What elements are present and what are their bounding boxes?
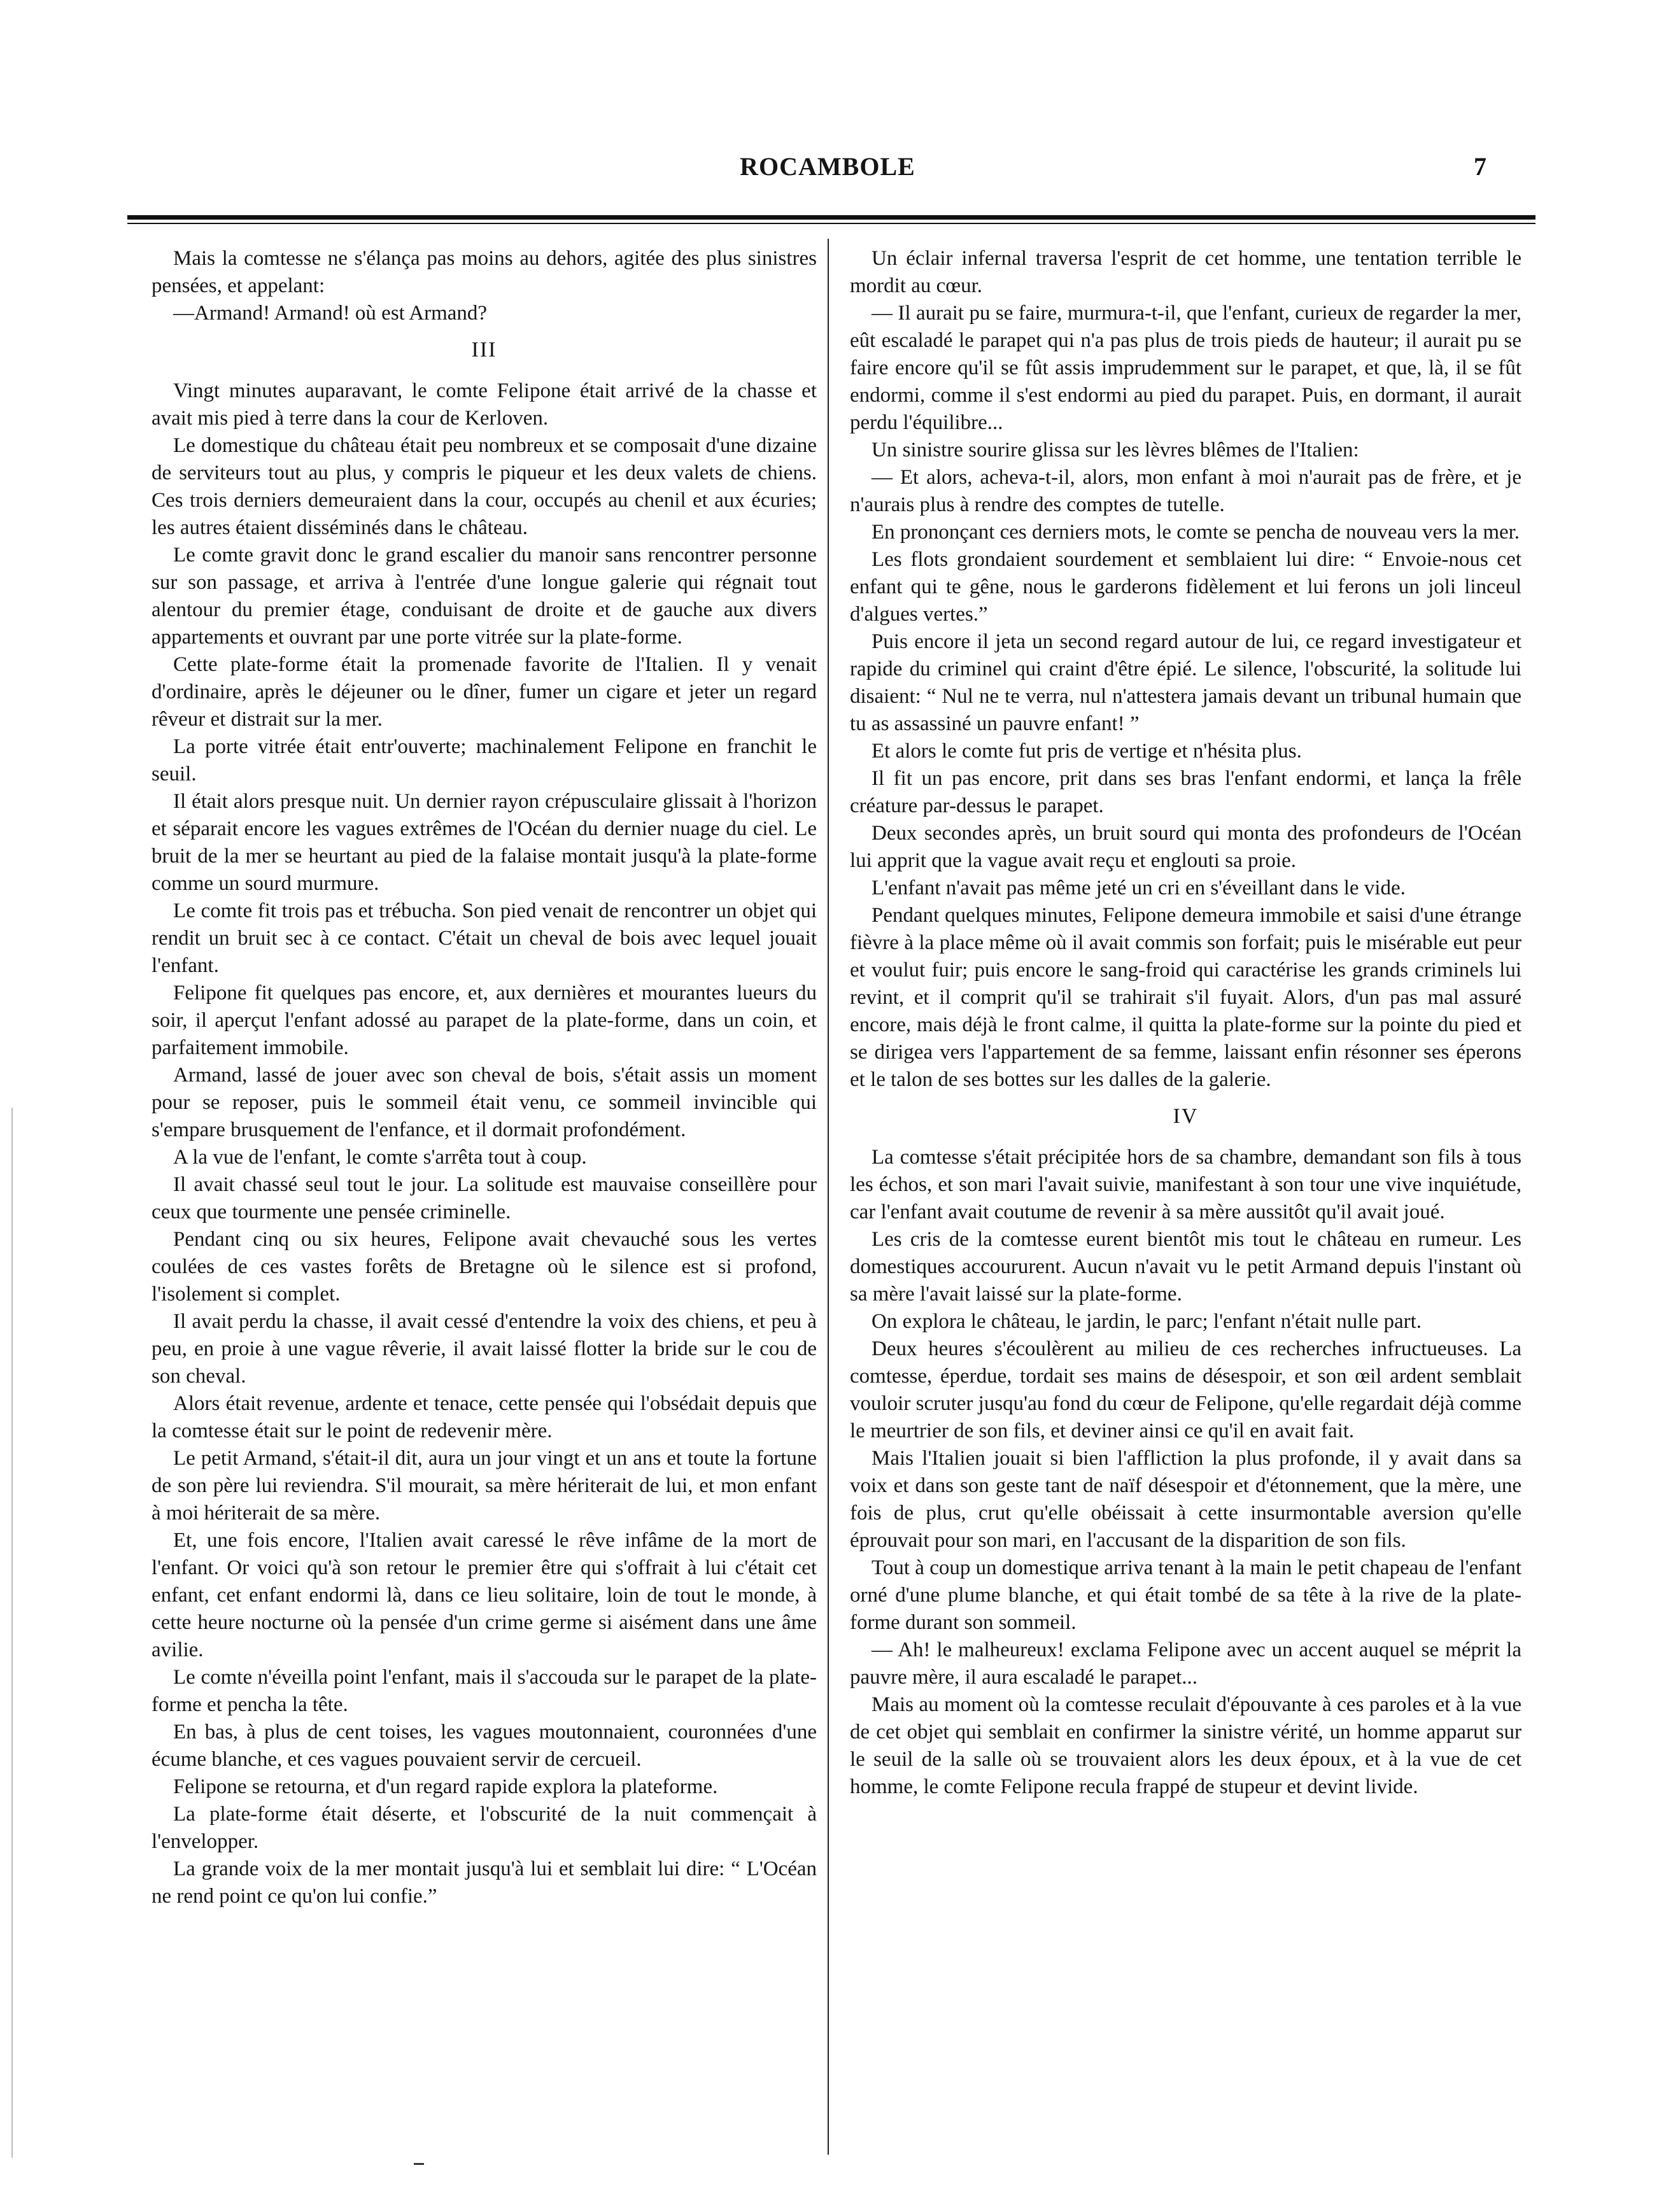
paragraph: L'enfant n'avait pas même jeté un cri en s'éveillant dans le vide. xyxy=(872,877,1406,899)
paragraph: —Armand! Armand! où est Armand? xyxy=(173,302,488,325)
paragraph: La grande voix de la mer montait jusqu'à lui et semblait lui dire: “ L'Océan ne rend point ce qu'on lui confie.” xyxy=(152,1857,817,1908)
paragraph: Les cris de la comtesse eurent bientôt mis tout le château en rumeur. Les domestiques accoururent. Aucun n'avait vu le petit Armand depuis l'instant où sa mère l'avait laissé sur la plate-forme. xyxy=(850,1228,1521,1306)
paragraph: Et alors le comte fut pris de vertige et n'hésita plus. xyxy=(872,740,1302,763)
paragraph: Les flots grondaient sourdement et semblaient lui dire: “ Envoie-nous cet enfant qui te gêne, nous le garderons fidèlement et lui ferons un joli linceul d'algues vertes.” xyxy=(850,548,1521,626)
paragraph: La plate-forme était déserte, et l'obscurité de la nuit commençait à l'envelopper. xyxy=(152,1803,817,1853)
paragraph: La comtesse s'était précipitée hors de sa chambre, demandant son fils à tous les échos, et son mari l'avait suivie, manifestant à son tour une vive inquiétude, car l'enfant avait coutume de revenir à sa mère aussitôt qu'il avait joué. xyxy=(850,1146,1521,1223)
paragraph: En prononçant ces derniers mots, le comte se pencha de nouveau vers la mer. xyxy=(872,521,1520,544)
left-column xyxy=(152,245,817,1910)
section-heading-iv: IV xyxy=(1173,1104,1199,1128)
page-number: 7 xyxy=(1474,152,1486,181)
paragraph: — Et alors, acheva-t-il, alors, mon enfant à moi n'aurait pas de frère, et je n'aurais plus à rendre des comptes de tutelle. xyxy=(850,466,1521,516)
paragraph: Pendant cinq ou six heures, Felipone avait chevauché sous les vertes coulées de ces vastes forêts de Bretagne où le silence est si profond, l'isolement si complet. xyxy=(152,1228,817,1306)
paragraph: Cette plate-forme était la promenade favorite de l'Italien. Il y venait d'ordinaire, après le déjeuner ou le dîner, fumer un cigare et jeter un regard rêveur et distrait sur la mer. xyxy=(152,653,817,731)
paragraph: Le comte fit trois pas et trébucha. Son pied venait de rencontrer un objet qui rendit un bruit sec à ce contact. C'était un cheval de bois avec lequel jouait l'enfant. xyxy=(152,899,817,977)
paragraph: On explora le château, le jardin, le parc; l'enfant n'était nulle part. xyxy=(872,1310,1422,1333)
section-heading-iii: III xyxy=(471,338,497,362)
paragraph: Le petit Armand, s'était-il dit, aura un jour vingt et un ans et toute la fortune de son père lui reviendra. S'il mourait, sa mère hériterait de lui, et mon enfant à moi hériterait de sa mère. xyxy=(152,1447,817,1525)
paragraph: Armand, lassé de jouer avec son cheval de bois, s'était assis un moment pour se reposer, puis le sommeil était venu, ce sommeil invincible qui s'empare brusquement de l'enfance, et il dormait profondément. xyxy=(152,1064,817,1141)
paragraph: Pendant quelques minutes, Felipone demeura immobile et saisi d'une étrange fièvre à la place même où il avait commis son forfait; puis le misérable eut peur et voulut fuir; puis encore le sang-froid qui caractérise les grands criminels lui revint, et il comprit qu'il se trahirait s'il fuyait. Alors, d'un pas mal assuré encore, mais déjà le front calme, il quitta la plate-forme sur la pointe du pied et se dirigea vers l'appartement de sa femme, laissant enfin résonner ses éperons et le talon de ses bottes sur les dalles de la galerie. xyxy=(850,904,1521,1091)
left-margin-scan-line xyxy=(11,1108,13,2158)
column-divider xyxy=(828,239,829,2155)
paragraph: Mais au moment où la comtesse reculait d'épouvante à ces paroles et à la vue de cet objet qui semblait en confirmer la sinistre vérité, un homme apparut sur le seuil de la salle où se trouvaient alors les deux époux, et à la vue de cet homme, le comte Felipone recula frappé de stupeur et devint livide. xyxy=(850,1693,1521,1798)
paragraph: A la vue de l'enfant, le comte s'arrêta tout à coup. xyxy=(173,1146,587,1169)
paragraph: Le domestique du château était peu nombreux et se composait d'une dizaine de serviteurs tout au plus, y compris le piqueur et les deux valets de chiens. Ces trois derniers demeuraient dans la cour, occupés au chenil et aux écuries; les autres étaient disséminés dans le château. xyxy=(152,434,817,539)
header-rule-thin xyxy=(127,223,1535,224)
paragraph: Un éclair infernal traversa l'esprit de cet homme, une tentation terrible le mordit au cœur. xyxy=(850,247,1521,297)
paragraph: Il était alors presque nuit. Un dernier rayon crépusculaire glissait à l'horizon et séparait encore les vagues extrêmes de l'Océan du dernier nuage du ciel. Le bruit de la mer se heurtant au pied de la falaise montait jusqu'à la plate-forme comme un sourd murmure. xyxy=(152,790,817,895)
paragraph: Il fit un pas encore, prit dans ses bras l'enfant endormi, et lança la frêle créature par-dessus le parapet. xyxy=(850,767,1521,817)
header-rule-thick xyxy=(127,215,1535,220)
paragraph: — Il aurait pu se faire, murmura-t-il, que l'enfant, curieux de regarder la mer, eût escaladé le parapet qui n'a pas plus de trois pieds de hauteur; il aurait pu se faire encore qu'il se fût assis imprudemment sur le parapet, et que, là, il se fût endormi, comme il s'est endormi au pied du parapet. Puis, en dormant, il aurait perdu l'équilibre... xyxy=(850,302,1521,434)
left-body-paragraphs xyxy=(152,377,817,1910)
paragraph: Et, une fois encore, l'Italien avait caressé le rêve infâme de la mort de l'enfant. Or voici qu'à son retour le premier être qui s'offrait à lui c'était cet enfant, cet enfant endormi là, dans ce lieu solitaire, loin de tout le monde, à cette heure nocturne où la pensée d'un crime germe si aisément dans une âme avilie. xyxy=(152,1529,817,1661)
paragraph: Il avait perdu la chasse, il avait cessé d'entendre la voix des chiens, et peu à peu, en proie à une vague rêverie, il avait laissé flotter la bride sur le cou de son cheval. xyxy=(152,1310,817,1388)
paragraph: La porte vitrée était entr'ouverte; machinalement Felipone en franchit le seuil. xyxy=(152,735,817,785)
paragraph: — Ah! le malheureux! exclama Felipone avec un accent auquel se méprit la pauvre mère, il aura escaladé le parapet... xyxy=(850,1638,1521,1689)
right-closing-paragraphs xyxy=(850,1144,1521,1801)
paragraph: Felipone se retourna, et d'un regard rapide explora la plateforme. xyxy=(173,1775,718,1798)
paragraph: Tout à coup un domestique arriva tenant à la main le petit chapeau de l'enfant orné d'une plume blanche, et qui était tombé de sa tête à la rive de la plate-forme durant son sommeil. xyxy=(850,1556,1521,1634)
right-body-paragraphs xyxy=(850,245,1521,1094)
paragraph: Alors était revenue, ardente et tenace, cette pensée qui l'obsédait depuis que la comtesse était sur le point de redevenir mère. xyxy=(152,1392,817,1442)
page-header xyxy=(127,151,1528,196)
paragraph: Le comte gravit donc le grand escalier du manoir sans rencontrer personne sur son passage, et arriva à l'entrée d'une longue galerie qui régnait tout alentour du premier étage, conduisant de droite et de gauche aux divers appartements et ouvrant par une porte vitrée sur la plate-forme. xyxy=(152,544,817,649)
paragraph: Deux heures s'écoulèrent au milieu de ces recherches infructueuses. La comtesse, éperdue, tordait ses mains de désespoir, et son œil ardent semblait vouloir scruter jusqu'au fond du cœur de Felipone, qu'elle regardait déjà comme le meurtrier de son fils, et deviner ainsi ce qu'il en avait fait. xyxy=(850,1337,1521,1442)
paragraph: Vingt minutes auparavant, le comte Felipone était arrivé de la chasse et avait mis pied à terre dans la cour de Kerloven. xyxy=(152,379,817,430)
paragraph: Il avait chassé seul tout le jour. La solitude est mauvaise conseillère pour ceux que tourmente une pensée criminelle. xyxy=(152,1173,817,1223)
paragraph: Deux secondes après, un bruit sourd qui monta des profondeurs de l'Océan lui apprit que la vague avait reçu et englouti sa proie. xyxy=(850,822,1521,872)
running-title: ROCAMBOLE xyxy=(740,152,915,181)
paragraph: Mais la comtesse ne s'élança pas moins au dehors, agitée des plus sinistres pensées, et appelant: xyxy=(152,247,817,297)
paragraph: Le comte n'éveilla point l'enfant, mais il s'accouda sur le parapet de la plate-forme et pencha la tête. xyxy=(152,1666,817,1716)
bottom-mark xyxy=(414,2163,424,2165)
paragraph: En bas, à plus de cent toises, les vagues moutonnaient, couronnées d'une écume blanche, et ces vagues pouvaient servir de cercueil. xyxy=(152,1721,817,1771)
paragraph: Mais l'Italien jouait si bien l'affliction la plus profonde, il y avait dans sa voix et dans son geste tant de naïf désespoir et d'étonnement, que la mère, une fois de plus, crut qu'elle obéissait à cette insurmontable aversion qu'elle éprouvait pour son mari, en l'accusant de la disparition de son fils. xyxy=(850,1447,1521,1552)
left-intro-paragraphs xyxy=(152,245,817,327)
paragraph: Puis encore il jeta un second regard autour de lui, ce regard investigateur et rapide du criminel qui craint d'être épié. Le silence, l'obscurité, la solitude lui disaient: “ Nul ne te verra, nul n'attestera jamais devant un tribunal humain que tu as assassiné un pauvre enfant! ” xyxy=(850,630,1521,735)
right-column xyxy=(850,245,1521,1801)
paragraph: Felipone fit quelques pas encore, et, aux dernières et mourantes lueurs du soir, il aperçut l'enfant adossé au parapet de la plate-forme, dans un coin, et parfaitement immobile. xyxy=(152,982,817,1059)
paragraph: Un sinistre sourire glissa sur les lèvres blêmes de l'Italien: xyxy=(872,439,1359,461)
